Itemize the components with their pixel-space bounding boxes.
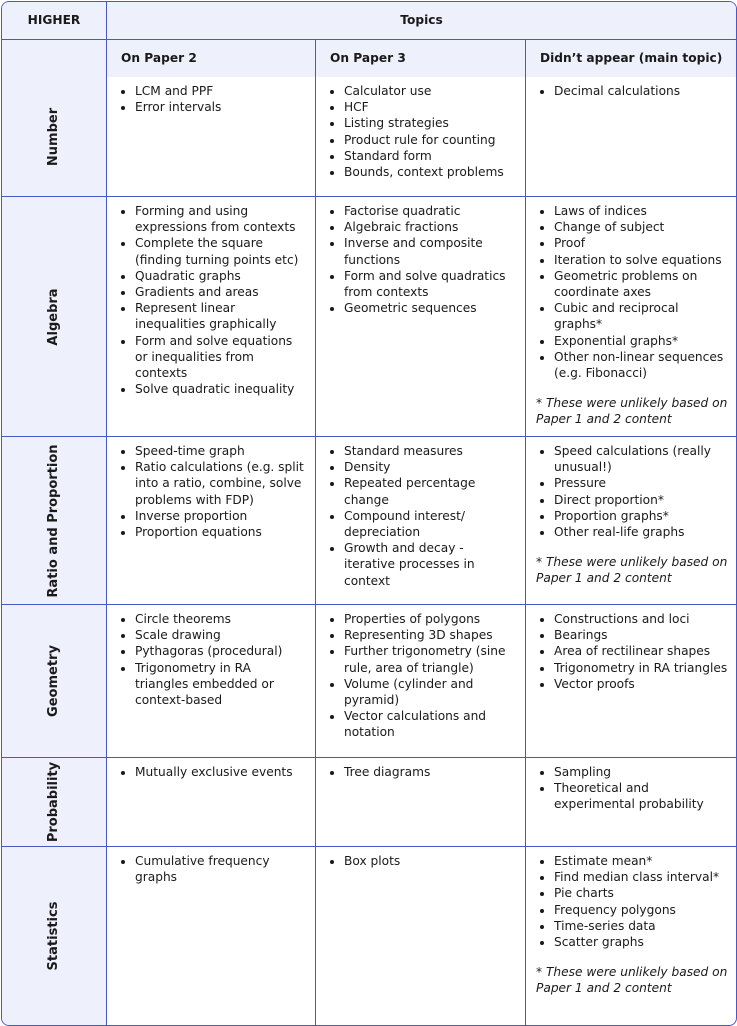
footnote-prefix: * These were bbox=[536, 965, 621, 980]
list-item: • Growth and decay - iterative processes in context bbox=[344, 540, 517, 589]
list-item: • Direct proportion* bbox=[554, 492, 728, 508]
row-label-cell bbox=[2, 605, 107, 758]
table-row-number bbox=[2, 77, 736, 197]
bullet-list bbox=[536, 764, 728, 813]
footnote bbox=[536, 395, 728, 427]
list-item: • Frequency polygons bbox=[554, 902, 728, 918]
list-item: • Proof bbox=[554, 235, 728, 251]
cell-paper2 bbox=[107, 758, 316, 847]
list-item: • Area of rectilinear shapes bbox=[554, 643, 728, 659]
table-row-statistics bbox=[2, 847, 736, 1025]
footnote-prefix: * These were bbox=[536, 555, 621, 570]
cell-none bbox=[526, 197, 736, 437]
header-row-sub bbox=[2, 40, 736, 77]
list-item: • Solve quadratic inequality bbox=[135, 381, 307, 397]
cell-none bbox=[526, 847, 736, 1025]
cell-none bbox=[526, 77, 736, 197]
row-label: Ratio and Proportion bbox=[45, 443, 61, 598]
row-label-cell bbox=[2, 197, 107, 437]
list-item: • Inverse and composite functions bbox=[344, 235, 517, 267]
list-item: • Forming and using expressions from contexts bbox=[135, 203, 307, 235]
list-item: • Standard form bbox=[344, 148, 517, 164]
list-item: • Ratio calculations (e.g. split into a ratio, combine, solve problems with FDP) bbox=[135, 459, 307, 508]
col-header-paper3: On Paper 3 bbox=[316, 40, 526, 77]
list-item: • Estimate mean* bbox=[554, 853, 728, 869]
topics-table bbox=[1, 1, 737, 1026]
cell-paper2 bbox=[107, 847, 316, 1025]
list-item: • Sampling bbox=[554, 764, 728, 780]
cell-none bbox=[526, 605, 736, 758]
bullet-list bbox=[536, 611, 728, 692]
list-item: • Product rule for counting bbox=[344, 132, 517, 148]
cell-paper3 bbox=[316, 847, 526, 1025]
cell-none bbox=[526, 437, 736, 605]
cell-paper3 bbox=[316, 605, 526, 758]
cell-paper2 bbox=[107, 605, 316, 758]
list-item: • Other real-life graphs bbox=[554, 524, 728, 540]
cell-paper3 bbox=[316, 77, 526, 197]
cell-paper2 bbox=[107, 437, 316, 605]
list-item: • Represent linear inequalities graphically bbox=[135, 300, 307, 332]
list-item: • Box plots bbox=[344, 853, 517, 869]
footnote-prefix: * These were bbox=[536, 396, 621, 411]
table-row-probability bbox=[2, 758, 736, 847]
row-label-cell bbox=[2, 437, 107, 605]
bullet-list bbox=[326, 203, 517, 316]
list-item: • Volume (cylinder and pyramid) bbox=[344, 676, 517, 708]
bullet-list bbox=[117, 853, 307, 885]
list-item: • Listing strategies bbox=[344, 115, 517, 131]
list-item: • Complete the square (finding turning points etc) bbox=[135, 235, 307, 267]
bullet-list bbox=[326, 83, 517, 180]
list-item: • Gradients and areas bbox=[135, 284, 307, 300]
bullet-list bbox=[536, 853, 728, 950]
list-item: • Iteration to solve equations bbox=[554, 252, 728, 268]
list-item: • HCF bbox=[344, 99, 517, 115]
list-item: • Vector proofs bbox=[554, 676, 728, 692]
list-item: • Mutually exclusive events bbox=[135, 764, 307, 780]
footnote-emphasis: unlikely bbox=[620, 555, 668, 570]
cell-none bbox=[526, 758, 736, 847]
list-item: • Compound interest/ depreciation bbox=[344, 508, 517, 540]
list-item: • Decimal calculations bbox=[554, 83, 728, 99]
footnote-suffix: based on Paper 1 and 2 content bbox=[536, 396, 728, 427]
cell-paper2 bbox=[107, 77, 316, 197]
list-item: • Laws of indices bbox=[554, 203, 728, 219]
list-item: • Speed calculations (really unusual!) bbox=[554, 443, 728, 475]
list-item: • Geometric sequences bbox=[344, 300, 517, 316]
footnote-emphasis: unlikely bbox=[620, 396, 668, 411]
row-label-cell bbox=[2, 847, 107, 1025]
bullet-list bbox=[117, 764, 307, 780]
list-item: • Trigonometry in RA triangles embedded or context-based bbox=[135, 660, 307, 709]
col-header-paper2: On Paper 2 bbox=[107, 40, 316, 77]
list-item: • Scatter graphs bbox=[554, 934, 728, 950]
bullet-list bbox=[326, 611, 517, 741]
list-item: • Properties of polygons bbox=[344, 611, 517, 627]
list-item: • Time-series data bbox=[554, 918, 728, 934]
list-item: • Pythagoras (procedural) bbox=[135, 643, 307, 659]
list-item: • Density bbox=[344, 459, 517, 475]
row-label: Statistics bbox=[45, 901, 61, 971]
footnote-emphasis: unlikely bbox=[620, 965, 668, 980]
list-item: • Theoretical and experimental probability bbox=[554, 780, 728, 812]
bullet-list bbox=[117, 611, 307, 708]
list-item: • Form and solve quadratics from contexts bbox=[344, 268, 517, 300]
corner-subheader bbox=[2, 40, 107, 77]
list-item: • Cumulative frequency graphs bbox=[135, 853, 307, 885]
footnote bbox=[536, 554, 728, 586]
row-label: Algebra bbox=[45, 287, 61, 346]
list-item: • Factorise quadratic bbox=[344, 203, 517, 219]
row-label: Geometry bbox=[45, 645, 61, 717]
table-row-geometry bbox=[2, 605, 736, 758]
list-item: • Inverse proportion bbox=[135, 508, 307, 524]
table-body bbox=[2, 77, 736, 1025]
list-item: • Further trigonometry (sine rule, area of triangle) bbox=[344, 643, 517, 675]
cell-paper3 bbox=[316, 197, 526, 437]
list-item: • Tree diagrams bbox=[344, 764, 517, 780]
list-item: • Repeated percentage change bbox=[344, 475, 517, 507]
bullet-list bbox=[117, 203, 307, 397]
topics-header: Topics bbox=[107, 2, 736, 40]
table-row-ratio-and-proportion bbox=[2, 437, 736, 605]
footnote bbox=[536, 964, 728, 996]
bullet-list bbox=[536, 83, 728, 99]
bullet-list bbox=[117, 443, 307, 540]
corner-header: HIGHER bbox=[2, 2, 107, 40]
list-item: • Proportion graphs* bbox=[554, 508, 728, 524]
header-row-top bbox=[2, 2, 736, 40]
list-item: • Standard measures bbox=[344, 443, 517, 459]
list-item: • Cubic and reciprocal graphs* bbox=[554, 300, 728, 332]
list-item: • Circle theorems bbox=[135, 611, 307, 627]
list-item: • Pressure bbox=[554, 475, 728, 491]
list-item: • Vector calculations and notation bbox=[344, 708, 517, 740]
bullet-list bbox=[536, 203, 728, 381]
list-item: • Change of subject bbox=[554, 219, 728, 235]
list-item: • Pie charts bbox=[554, 885, 728, 901]
list-item: • Bounds, context problems bbox=[344, 164, 517, 180]
row-label: Probability bbox=[45, 761, 61, 843]
list-item: • Quadratic graphs bbox=[135, 268, 307, 284]
list-item: • Error intervals bbox=[135, 99, 307, 115]
row-label: Number bbox=[45, 107, 61, 166]
footnote-suffix: based on Paper 1 and 2 content bbox=[536, 965, 728, 996]
cell-paper2 bbox=[107, 197, 316, 437]
list-item: • Geometric problems on coordinate axes bbox=[554, 268, 728, 300]
row-label-cell bbox=[2, 77, 107, 197]
list-item: • Proportion equations bbox=[135, 524, 307, 540]
list-item: • Representing 3D shapes bbox=[344, 627, 517, 643]
list-item: • Speed-time graph bbox=[135, 443, 307, 459]
list-item: • Bearings bbox=[554, 627, 728, 643]
list-item: • Exponential graphs* bbox=[554, 333, 728, 349]
list-item: • Find median class interval* bbox=[554, 869, 728, 885]
bullet-list bbox=[326, 764, 517, 780]
table-row-algebra bbox=[2, 197, 736, 437]
list-item: • Form and solve equations or inequalities from contexts bbox=[135, 333, 307, 382]
bullet-list bbox=[326, 443, 517, 589]
list-item: • Scale drawing bbox=[135, 627, 307, 643]
bullet-list bbox=[117, 83, 307, 115]
cell-paper3 bbox=[316, 437, 526, 605]
list-item: • Other non-linear sequences (e.g. Fibonacci) bbox=[554, 349, 728, 381]
row-label-cell bbox=[2, 758, 107, 847]
col-header-none: Didn’t appear (main topic) bbox=[526, 40, 736, 77]
bullet-list bbox=[536, 443, 728, 540]
cell-paper3 bbox=[316, 758, 526, 847]
list-item: • LCM and PPF bbox=[135, 83, 307, 99]
footnote-suffix: based on Paper 1 and 2 content bbox=[536, 555, 728, 586]
list-item: • Constructions and loci bbox=[554, 611, 728, 627]
list-item: • Trigonometry in RA triangles bbox=[554, 660, 728, 676]
list-item: • Algebraic fractions bbox=[344, 219, 517, 235]
list-item: • Calculator use bbox=[344, 83, 517, 99]
bullet-list bbox=[326, 853, 517, 869]
